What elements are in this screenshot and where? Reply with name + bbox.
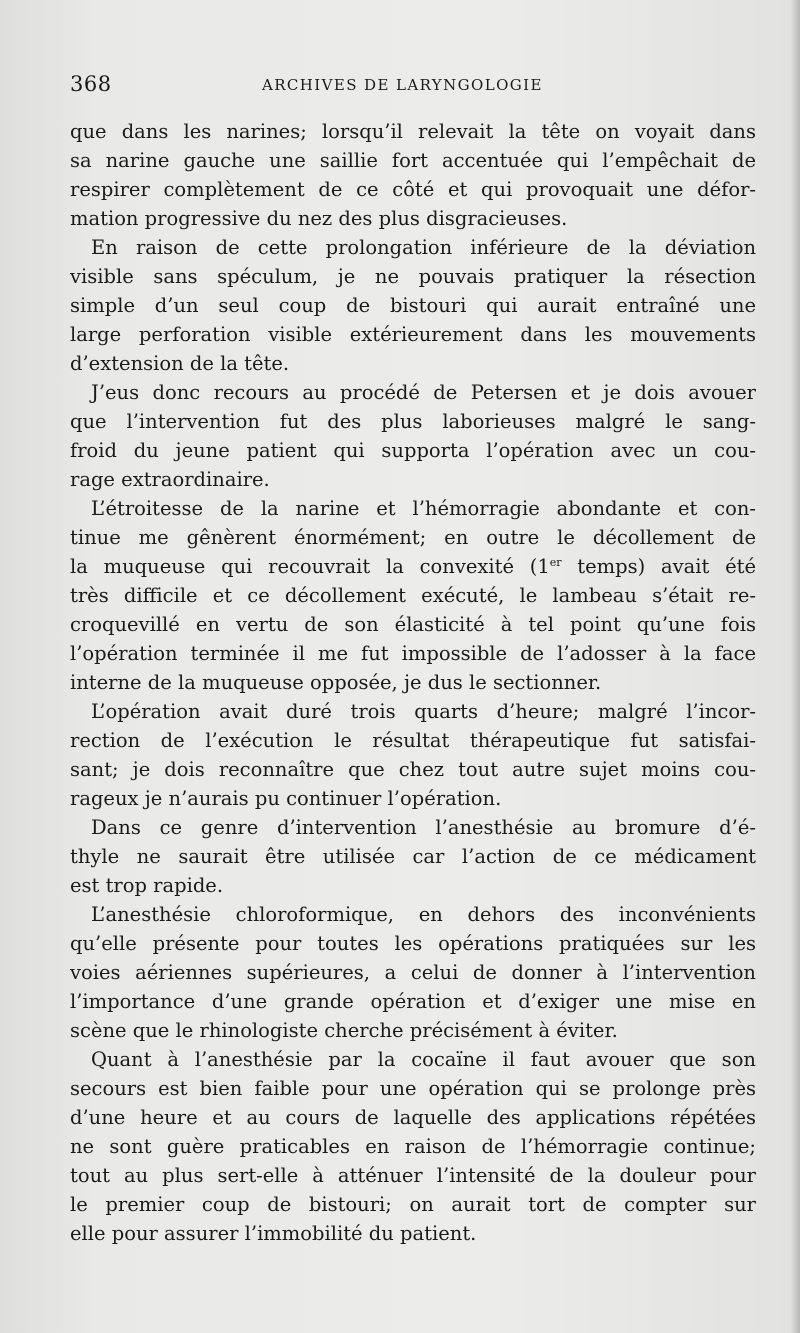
text-line: rage extraordinaire. <box>70 468 270 491</box>
text-line: respirer complètement de ce côté et qui provoquait une défor- <box>70 178 756 201</box>
text-line-end: temps) avait été <box>561 555 756 578</box>
text-line: simple d’un seul coup de bistouri qui aurait entraîné une <box>70 294 756 317</box>
text-line: qu’elle présente pour toutes les opérations pratiquées sur les <box>70 932 756 955</box>
text-line: scène que le rhinologiste cherche précisément à éviter. <box>70 1019 618 1042</box>
text-line: tinue me gênèrent énormément; en outre le décollement de <box>70 526 756 549</box>
text-line: mation progressive du nez des plus disgracieuses. <box>70 207 568 230</box>
text-line: d’extension de la tête. <box>70 352 290 375</box>
text-line: ne sont guère praticables en raison de l’hémorragie continue; <box>70 1135 756 1158</box>
text-line: rageux je n’aurais pu continuer l’opération. <box>70 787 502 810</box>
text-line: que dans les narines; lorsqu’il relevait la tête on voyait dans <box>70 120 756 143</box>
text-line: sa narine gauche une saillie fort accentuée qui l’empêchait de <box>70 149 756 172</box>
text-line: très difficile et ce décollement exécuté, le lambeau s’était re- <box>70 584 756 607</box>
text-line: thyle ne saurait être utilisée car l’action de ce médicament <box>70 845 756 868</box>
text-line: l’opération terminée il me fut impossible de l’adosser à la face <box>70 642 756 665</box>
text-line: visible sans spéculum, je ne pouvais pratiquer la résection <box>70 265 756 288</box>
text-line <box>70 552 756 581</box>
text-line: Dans ce genre d’intervention l’anesthésie au bromure d’é- <box>91 816 756 839</box>
text-line: L’étroitesse de la narine et l’hémorragie abondante et con- <box>91 497 756 520</box>
text-line: d’une heure et au cours de laquelle des applications répétées <box>70 1106 756 1129</box>
text-line: L’opération avait duré trois quarts d’heure; malgré l’incor- <box>91 700 756 723</box>
text-line-start: la muqueuse qui recouvrait la convexité (1 <box>70 555 550 578</box>
text-line: le premier coup de bistouri; on aurait tort de compter sur <box>70 1193 756 1216</box>
text-line: secours est bien faible pour une opération qui se prolonge près <box>70 1077 756 1100</box>
text-line: J’eus donc recours au procédé de Petersen et je dois avouer <box>91 381 756 404</box>
text-line: large perforation visible extérieurement dans les mouvements <box>70 323 756 346</box>
text-line: que l’intervention fut des plus laborieuses malgré le sang- <box>70 410 756 433</box>
text-line: En raison de cette prolongation inférieure de la déviation <box>91 236 756 259</box>
page-header <box>70 72 750 102</box>
text-line: rection de l’exécution le résultat thérapeutique fut satisfai- <box>70 729 756 752</box>
page-edge-shadow <box>790 0 800 1333</box>
text-line: L’anesthésie chloroformique, en dehors des inconvénients <box>91 903 756 926</box>
text-line: voies aériennes supérieures, a celui de donner à l’intervention <box>70 961 756 984</box>
text-line: est trop rapide. <box>70 874 224 897</box>
page-number: 368 <box>70 72 112 96</box>
text-line: l’importance d’une grande opération et d’exiger une mise en <box>70 990 756 1013</box>
running-title: ARCHIVES DE LARYNGOLOGIE <box>262 76 543 94</box>
superscript: er <box>549 556 562 569</box>
text-line: froid du jeune patient qui supporta l’opération avec un cou- <box>70 439 756 462</box>
text-line: croquevillé en vertu de son élasticité à tel point qu’une fois <box>70 613 756 636</box>
text-line: Quant à l’anesthésie par la cocaïne il faut avouer que son <box>91 1048 756 1071</box>
body-text <box>70 117 756 1248</box>
text-line: elle pour assurer l’immobilité du patient. <box>70 1222 477 1245</box>
text-line: sant; je dois reconnaître que chez tout autre sujet moins cou- <box>70 758 756 781</box>
text-line: interne de la muqueuse opposée, je dus le sectionner. <box>70 671 602 694</box>
text-line: tout au plus sert-elle à atténuer l’intensité de la douleur pour <box>70 1164 756 1187</box>
